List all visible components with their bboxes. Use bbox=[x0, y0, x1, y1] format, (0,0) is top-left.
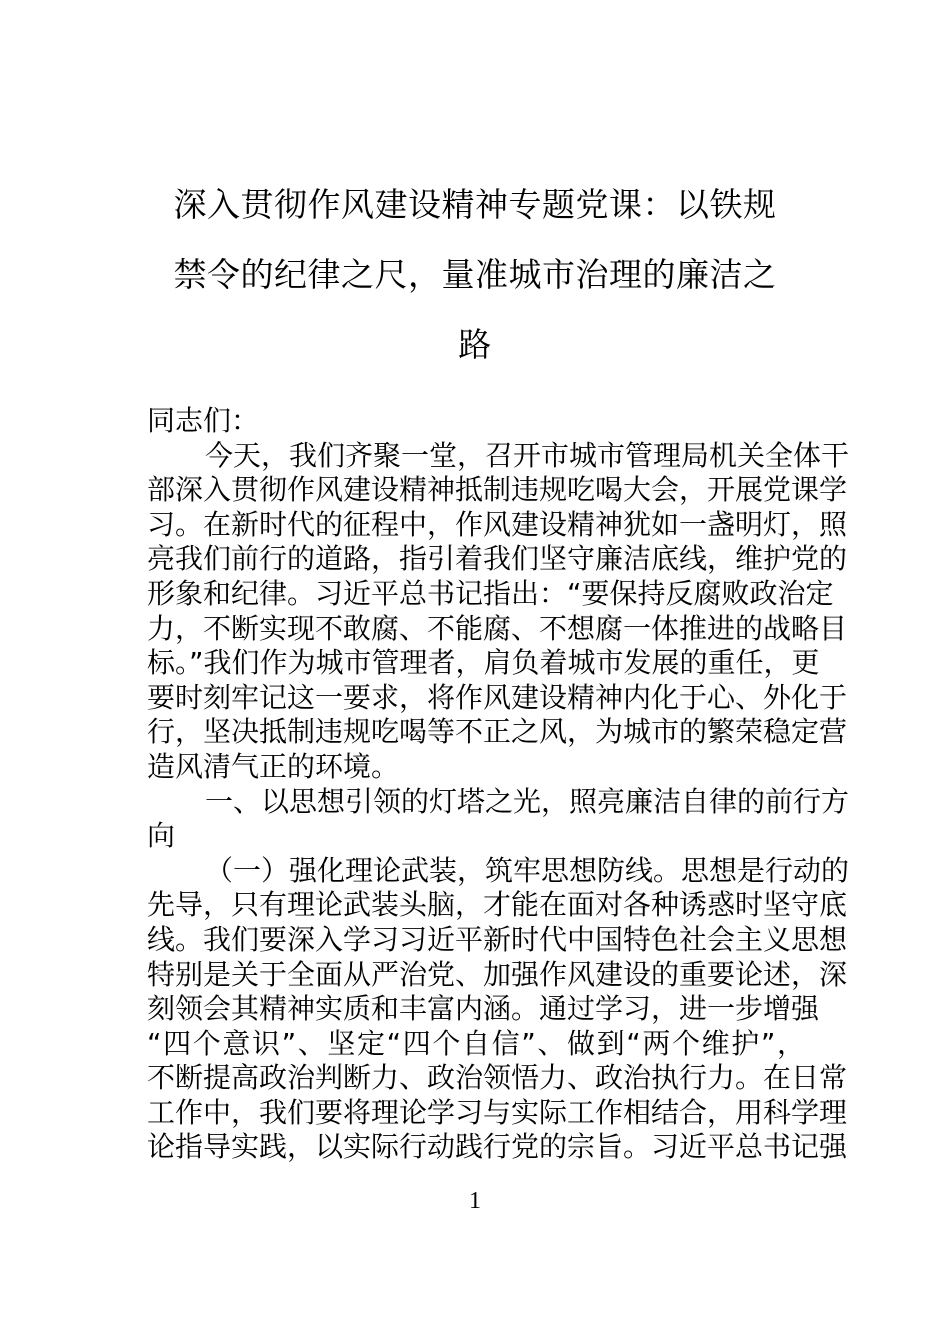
text-line: 特别是关于全面从严治党、加强作风建设的重要论述，深 bbox=[147, 957, 848, 991]
text-line: 要时刻牢记这一要求，将作风建设精神内化于心、外化于 bbox=[147, 680, 848, 714]
text-line: （一）强化理论武装，筑牢思想防线。思想是行动的 bbox=[205, 853, 850, 887]
text-line: 力，不断实现不敢腐、不能腐、不想腐一体推进的战略目 bbox=[147, 611, 848, 645]
title-line: 深入贯彻作风建设精神专题党课：以铁规 bbox=[173, 185, 777, 224]
text-line: 部深入贯彻作风建设精神抵制违规吃喝大会，开展党课学 bbox=[147, 473, 848, 507]
title-line: 禁令的纪律之尺，量准城市治理的廉洁之 bbox=[173, 255, 777, 294]
text-line: 一、以思想引领的灯塔之光，照亮廉洁自律的前行方 bbox=[205, 784, 850, 818]
text-line: 先导，只有理论武装头脑，才能在面对各种诱惑时坚守底 bbox=[147, 888, 848, 922]
text-line: 线。我们要深入学习习近平新时代中国特色社会主义思想 bbox=[147, 922, 848, 956]
document-body bbox=[147, 404, 850, 1165]
text-line: 今天，我们齐聚一堂，召开市城市管理局机关全体干 bbox=[205, 438, 850, 472]
salutation bbox=[147, 404, 805, 439]
text-line: 同志们： bbox=[147, 404, 260, 437]
document-title bbox=[150, 170, 800, 380]
text-line: 习。在新时代的征程中，作风建设精神犹如一盏明灯，照 bbox=[147, 507, 848, 541]
text-line: 不断提高政治判断力、政治领悟力、政治执行力。在日常 bbox=[147, 1061, 848, 1095]
text-line: 向 bbox=[147, 819, 176, 853]
text-line: 形象和纪律。习近平总书记指出：“要保持反腐败政治定 bbox=[147, 576, 834, 610]
text-line: 造风清气正的环境。 bbox=[147, 749, 400, 783]
text-line: “四个意识”、坚定“四个自信”、做到“两个维护”， bbox=[147, 1026, 805, 1060]
title-line: 路 bbox=[458, 325, 492, 364]
text-line: 行，坚决抵制违规吃喝等不正之风，为城市的繁荣稳定营 bbox=[147, 715, 848, 749]
text-line: 亮我们前行的道路，指引着我们坚守廉洁底线，维护党的 bbox=[147, 542, 848, 576]
page-number: 1 bbox=[469, 1188, 481, 1214]
text-line: 论指导实践，以实际行动践行党的宗旨。习近平总书记强 bbox=[147, 1130, 848, 1164]
text-line: 刻领会其精神实质和丰富内涵。通过学习，进一步增强 bbox=[147, 992, 820, 1026]
text-line: 标。”我们作为城市管理者，肩负着城市发展的重任，更 bbox=[147, 646, 820, 680]
text-line: 工作中，我们要将理论学习与实际工作相结合，用科学理 bbox=[147, 1095, 848, 1129]
paragraph-subsection-1 bbox=[147, 853, 850, 1165]
section-heading bbox=[147, 784, 850, 854]
paragraph-intro bbox=[147, 438, 850, 785]
